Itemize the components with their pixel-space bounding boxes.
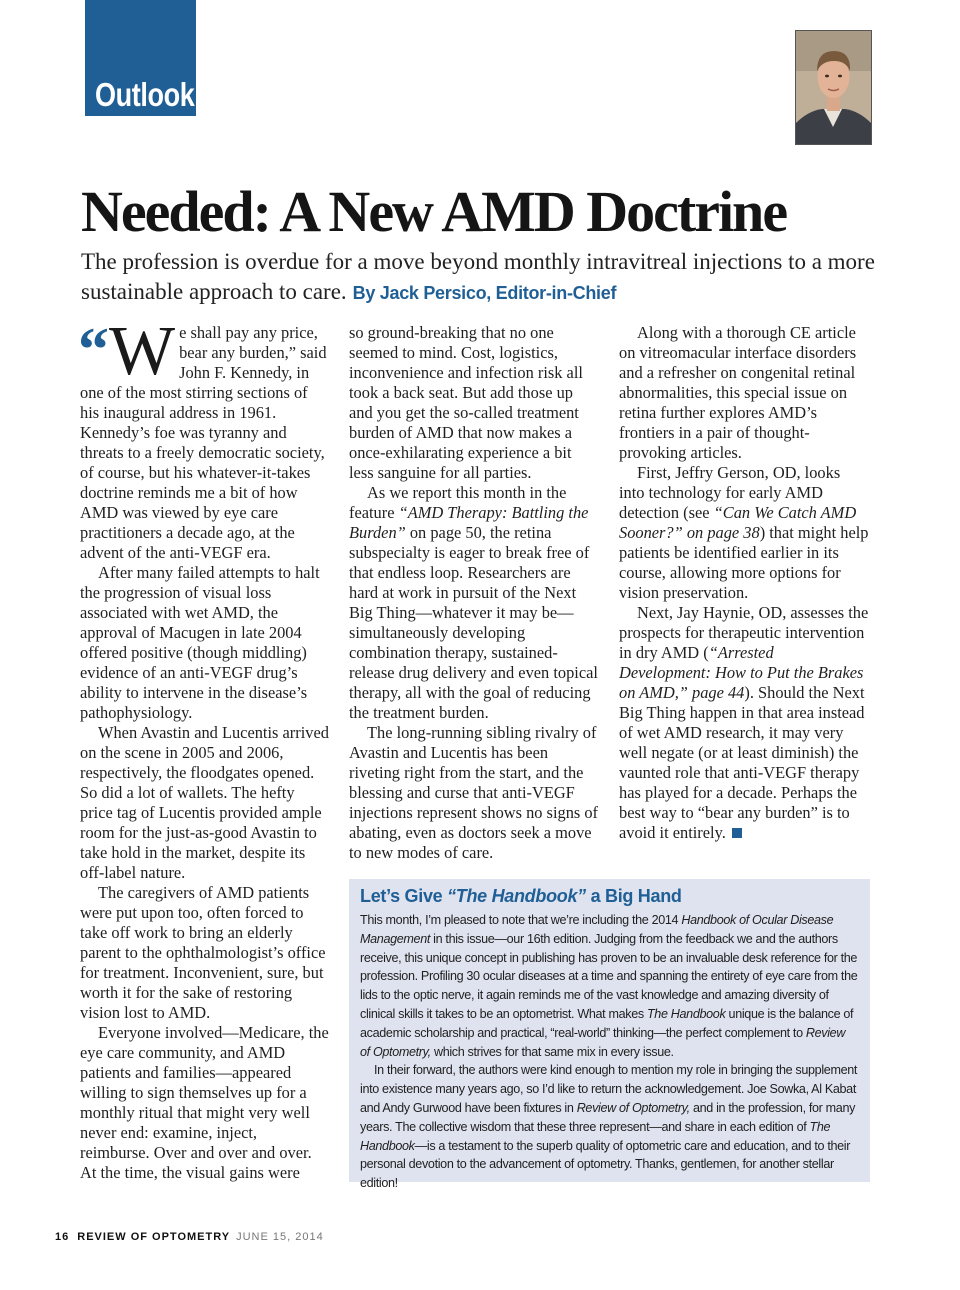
article-paragraph: Everyone involved—Medicare, the eye care community, and AMD patients and families—appeared willing to sign themselves up for a monthly ritual that might very well never end: examine, inject, reimburse. Over and over and over. At the time, the visual gains were [80, 1023, 329, 1182]
author-portrait-image [796, 31, 871, 144]
article-text: e shall pay any price, bear any burden,” said John F. Kennedy, in one of the most stirring sections of his inaugural address in 1961. Kennedy’s foe was tyranny and threats to a freely democratic society, of course, but his whatever-it-takes doctrine reminds me a bit of how AMD was viewed by eye care practitioners a decade ago, at the advent of the anti-VEGF era. [80, 323, 327, 562]
article-text: Next, Jay Haynie, OD, assesses the prospects for therapeutic intervention in dry AMD ( [619, 603, 869, 662]
sidebar-italic: Handbook of Ocular Disease Management [360, 913, 834, 946]
article-text: ). Should the Next Big Thing happen in that area instead of wet AMD research, it may very well negate (or at least diminish) the vaunted role that anti-VEGF therapy has played for a decade. Perhaps the best way to “bear any burden” is to avoid it entirely. [619, 683, 865, 842]
publication-name: REVIEW OF OPTOMETRY [77, 1231, 231, 1243]
article-paragraph [619, 463, 869, 603]
article-reference-title: “AMD Therapy: Battling the Burden” [349, 503, 589, 542]
article-reference-title: “Can We Catch AMD Sooner?” on page 38 [619, 503, 857, 542]
article-column-2 [349, 323, 599, 863]
drop-cap: W [109, 313, 176, 390]
article-reference-title: “Arrested Development: How to Put the Brakes on AMD,” page 44 [619, 643, 864, 702]
sidebar-italic: The Handbook [646, 1006, 726, 1021]
sidebar-title [360, 886, 858, 907]
opening-quote-mark: “ [78, 316, 109, 384]
sidebar-paragraph [360, 911, 858, 1061]
article-paragraph: After many failed attempts to halt the progression of visual loss associated with wet AMD, the approval of Macugen in late 2004 offered positive (though middling) evidence of an anti-VEGF drug’s ability to intervene in the disease’s pathophysiology. [80, 563, 320, 722]
article-paragraph: so ground-breaking that no one seemed to mind. Cost, logistics, inconvenience and infection risk all took a back seat. But add those up and you get the so-called treatment burden of AMD that now makes a once-exhilarating experience a bit less sanguine for all parties. [349, 323, 583, 482]
article-text: First, Jeffry Gerson, OD, looks into technology for early AMD detection (see [619, 463, 841, 522]
sidebar-box [349, 879, 870, 1191]
page-footer [55, 1231, 324, 1243]
sidebar-body [360, 911, 858, 1193]
author-photo [795, 30, 872, 145]
sidebar-italic: The Handbook [360, 1119, 831, 1153]
sidebar-italic: Review of Optometry, [576, 1100, 690, 1115]
article-paragraph: The long-running sibling rivalry of Avastin and Lucentis has been riveting right from the start, and the blessing and curse that anti-VEGF injections represent shows no signs of abating, even as doctors seek a move to new modes of care. [349, 723, 599, 862]
article-column-3 [619, 323, 869, 843]
sidebar-text: and in the profession, for many years. The collective wisdom that these three represent—and share in each edition of [360, 1100, 856, 1134]
article-text: on page 50, the retina subspecialty is eager to break free of that endless loop. Researchers are hard at work in pursuit of the Next Big Thing—whatever it may be—simultaneously developing combination therapy, sustained-release drug delivery and even topical therapy, all with the goal of reducing the treatment burden. [349, 523, 598, 722]
section-tab [85, 0, 196, 116]
sidebar-title-italic: “The Handbook” [447, 886, 586, 906]
article-text: ) that might help patients be identified earlier in its course, allowing more options for vision preservation. [619, 523, 869, 602]
sidebar-text: which strives for that same mix in every issue. [430, 1044, 674, 1059]
issue-date: JUNE 15, 2014 [236, 1231, 324, 1243]
sidebar-text: In their forward, the authors were kind enough to mention my role in bringing the supplement into existence many years ago, so I’d like to return the acknowledgement. Joe Sowka, Al Kabat and Andy Gurwood have been fixtures in [360, 1063, 858, 1115]
article-paragraph [78, 313, 330, 563]
headline: Needed: A New AMD Doctrine [81, 179, 787, 244]
sidebar-text: in this issue—our 16th edition. Judging from the feedback we and the authors receive, this unique concept in publishing has proven to be an invaluable desk reference for the profession. Profiling 30 ocular diseases at a time and spanning the entirety of eye care from the lids to the optic nerve, it again reminds me of the vast knowledge and amazing diversity of clinical skills it takes to be an optometrist. What makes [360, 931, 858, 1021]
article-column-1 [78, 313, 330, 1183]
deck-text: The profession is overdue for a move beyond monthly intravitreal injections to a more sustainable approach to care. [81, 249, 875, 304]
deck [81, 247, 881, 308]
sidebar-paragraph [360, 1061, 858, 1193]
sidebar-title-text: Let’s Give [360, 886, 448, 906]
page-number: 16 [55, 1231, 70, 1243]
article-paragraph: When Avastin and Lucentis arrived on the scene in 2005 and 2006, respectively, the floodgates opened. So did a lot of wallets. The hefty price tag of Lucentis provided ample room for the just-as-good Avastin to take hold in the market, despite its off-label nature. [80, 723, 329, 882]
sidebar-title-text: a Big Hand [585, 886, 682, 906]
section-tab-label: Outlook [94, 76, 195, 113]
sidebar-text: —is a testament to the superb quality of optometric care and education, and to their personal devotion to the advancement of optometry. Thanks, gentlemen, for another stellar edition! [360, 1138, 851, 1191]
square-end-mark-icon [732, 828, 742, 838]
article-paragraph: Along with a thorough CE article on vitreomacular interface disorders and a refresher on congenital retinal abnormalities, this special issue on retina further explores AMD’s frontiers in a pair of thought-provoking articles. [619, 323, 857, 462]
article-paragraph [349, 483, 599, 723]
sidebar-italic: Review of Optometry, [360, 1025, 846, 1059]
sidebar-text: This month, I’m pleased to note that we’re including the 2014 [360, 913, 682, 927]
sidebar-text: unique is the balance of academic scholarship and practical, “real-world” thinking—the perfect complement to [360, 1006, 854, 1040]
article-paragraph [619, 603, 869, 843]
article-text: As we report this month in the feature [349, 483, 567, 522]
byline: By Jack Persico, Editor-in-Chief [352, 283, 617, 303]
article-paragraph: The caregivers of AMD patients were put upon too, often forced to take off work to bring an elderly parent to the ophthalmologist’s office for treatment. Inconvenient, sure, but worth it for the sake of restoring vision lost to AMD. [80, 883, 326, 1022]
